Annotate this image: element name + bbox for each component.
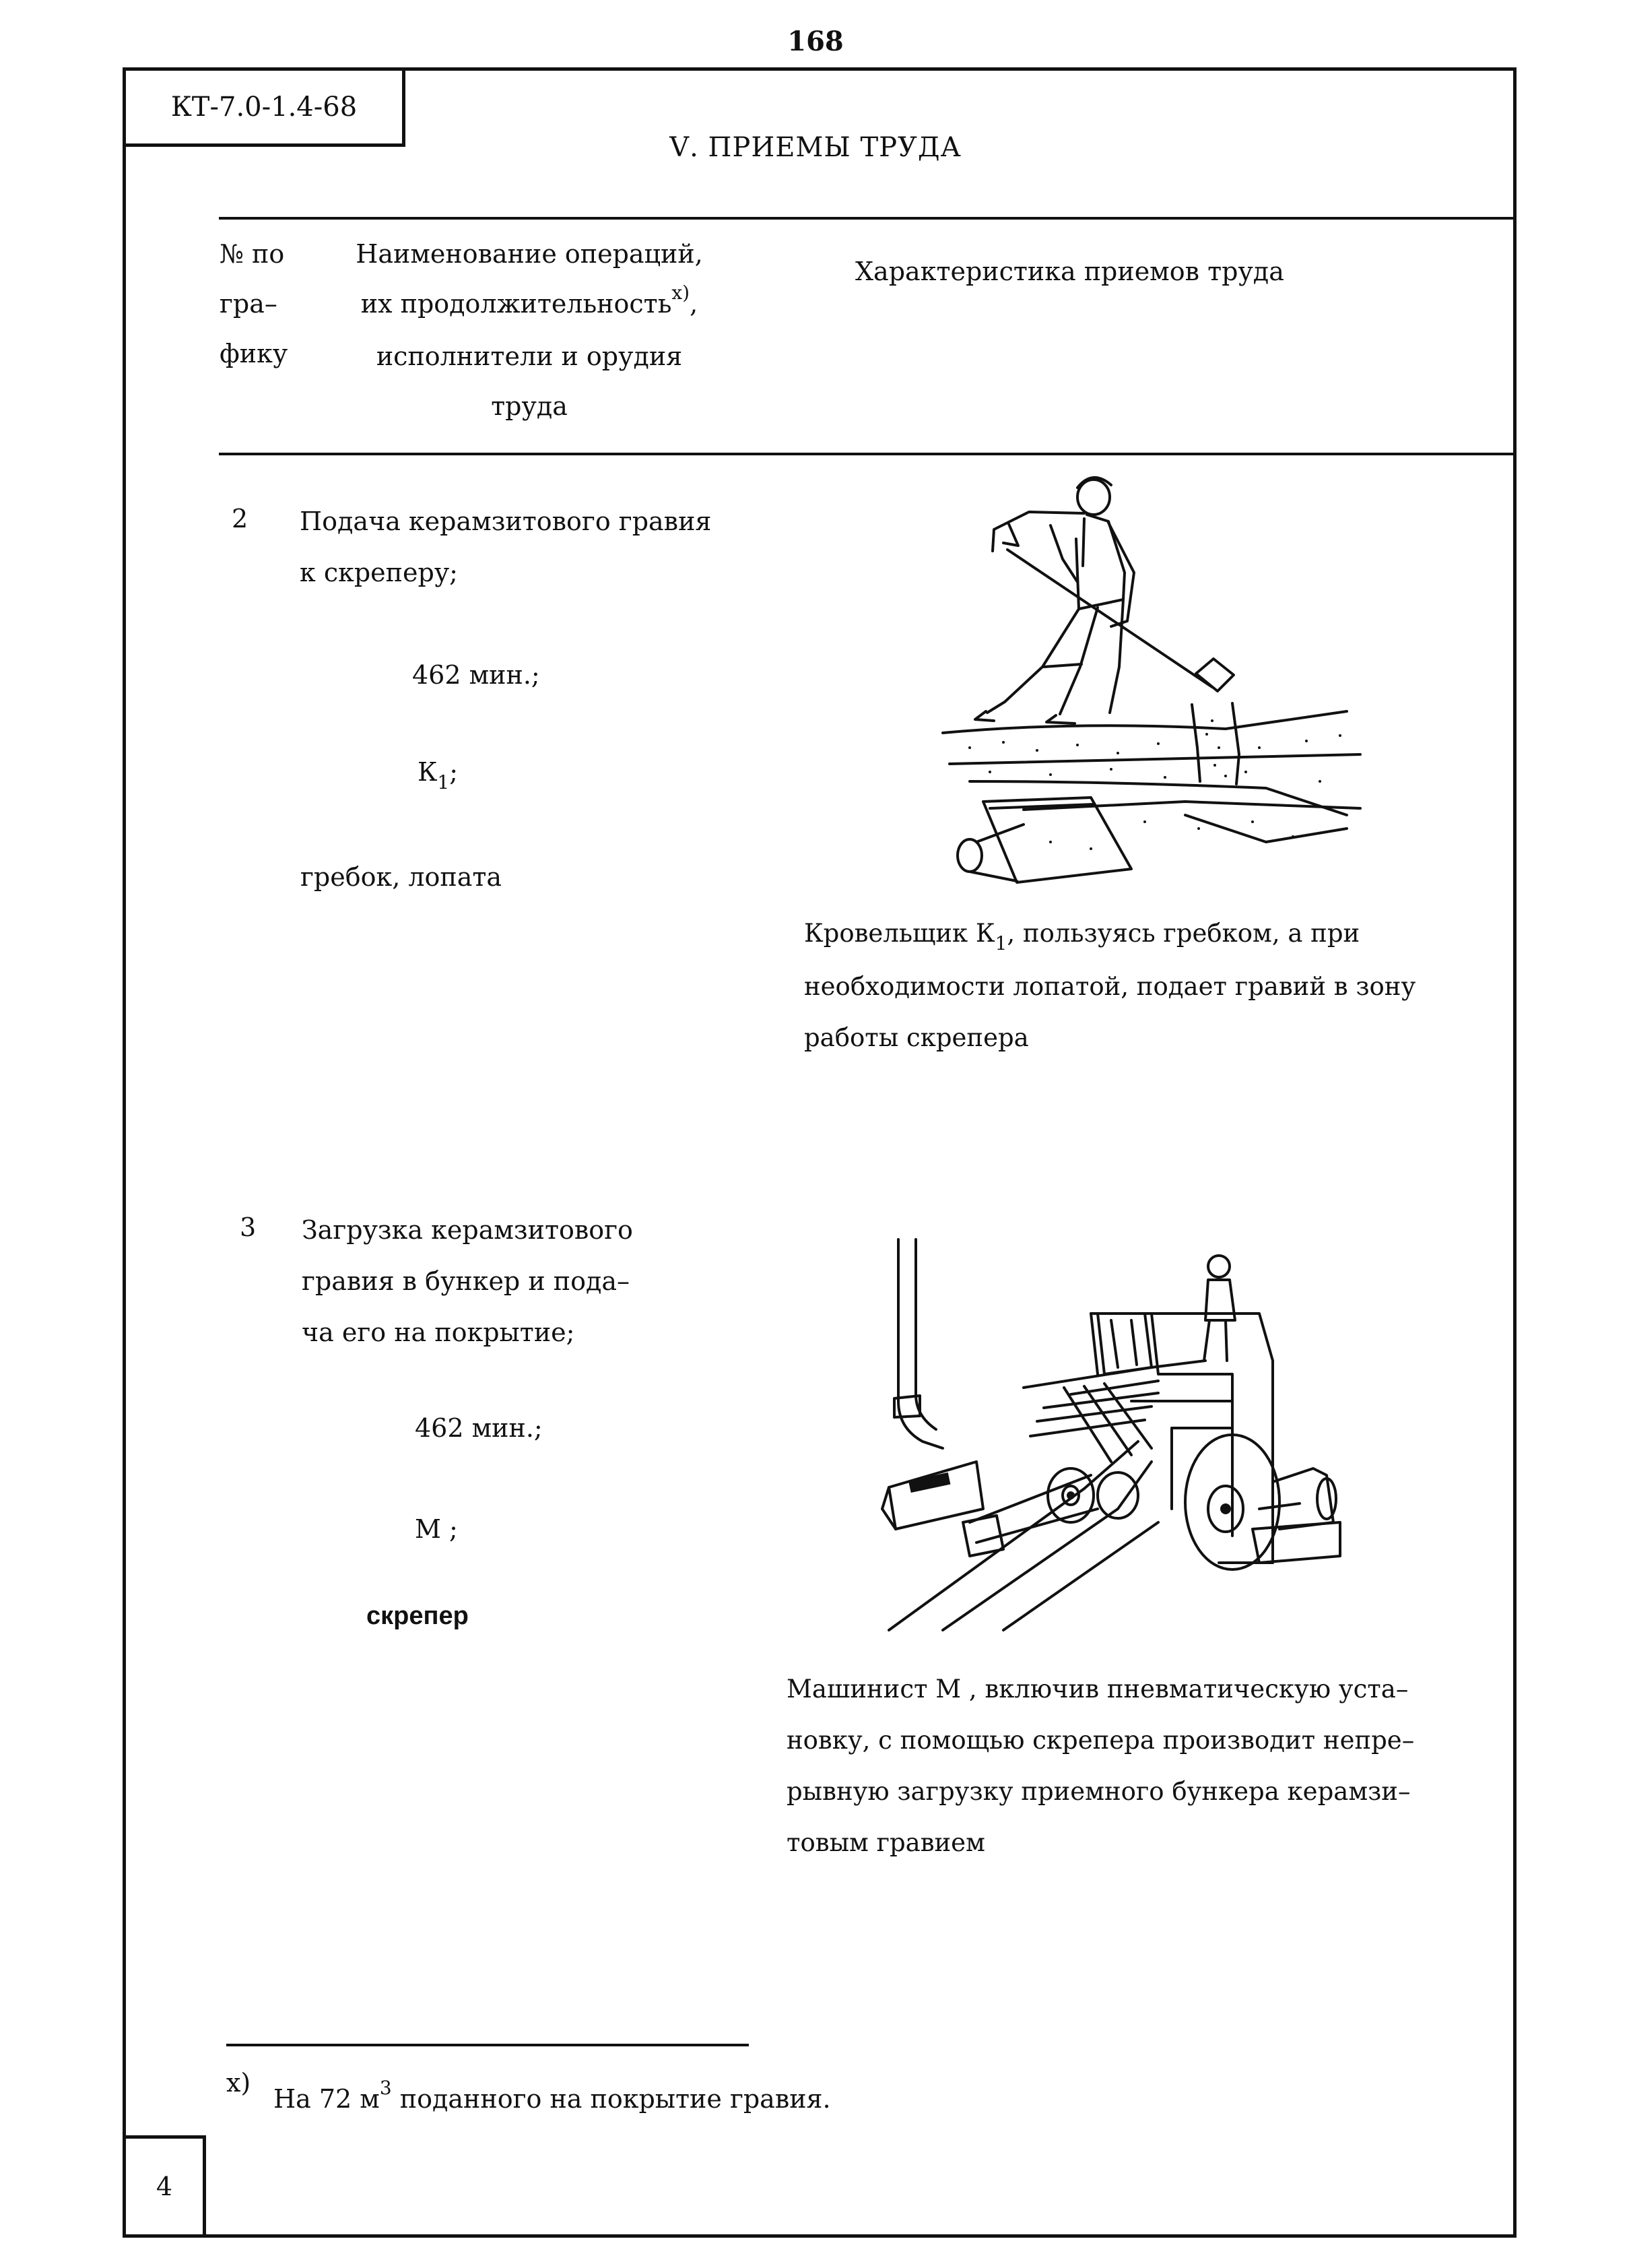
operation-worker: М ; (415, 1514, 458, 1544)
roofer-raking-gravel-illustration (943, 465, 1374, 896)
page-frame (123, 67, 1517, 2238)
operation-tools: скрепер (366, 1602, 469, 1630)
section-title: Ⅴ. ПРИЕМЫ ТРУДА (669, 132, 962, 163)
header-bottom-rule (219, 453, 1515, 455)
illustration-caption: Машинист М , включив пневматическую уста– новку, с помощью скрепера производит непре– рывную загрузку приемного бункера керамзи– товым гравием (787, 1675, 1415, 1857)
footnote-rule (226, 2044, 749, 2046)
operation-duration: 462 мин.; (412, 660, 540, 690)
footnote-text: На 72 $м^3$ поданного на покрытие гравия. (273, 2077, 831, 2114)
document-code: КТ-7.0-1.4-68 (123, 67, 405, 147)
corner-number: 4 (123, 2135, 206, 2238)
header-col-characteristics: Характеристика приемов труда (855, 257, 1284, 286)
header-col-operations: Наименование операций, их продолжительность$^{x)}$, исполнители и орудия труда (356, 239, 703, 421)
row-number: 2 (232, 504, 248, 533)
operation-name: Загрузка керамзитового гравия в бункер и пода– ча его на покрытие; (302, 1215, 633, 1347)
illustration-caption: Кровельщик $К_1$, пользуясь гребком, а при необходимости лопатой, подает гравий в зону работы скрепера (804, 919, 1416, 1052)
header-top-rule (219, 217, 1515, 220)
pneumatic-scraper-illustration (869, 1239, 1354, 1630)
page-number: 168 (787, 26, 844, 57)
operation-name: Подача керамзитового гравия к скреперу; (300, 507, 712, 587)
operation-worker: $К_1$; (418, 757, 459, 793)
footnote-marker: x) (226, 2068, 251, 2098)
row-number: 3 (240, 1212, 257, 1242)
operation-duration: 462 мин.; (415, 1413, 543, 1443)
operation-tools: гребок, лопата (300, 862, 502, 892)
header-col-number: № по гра– фику (220, 239, 288, 368)
